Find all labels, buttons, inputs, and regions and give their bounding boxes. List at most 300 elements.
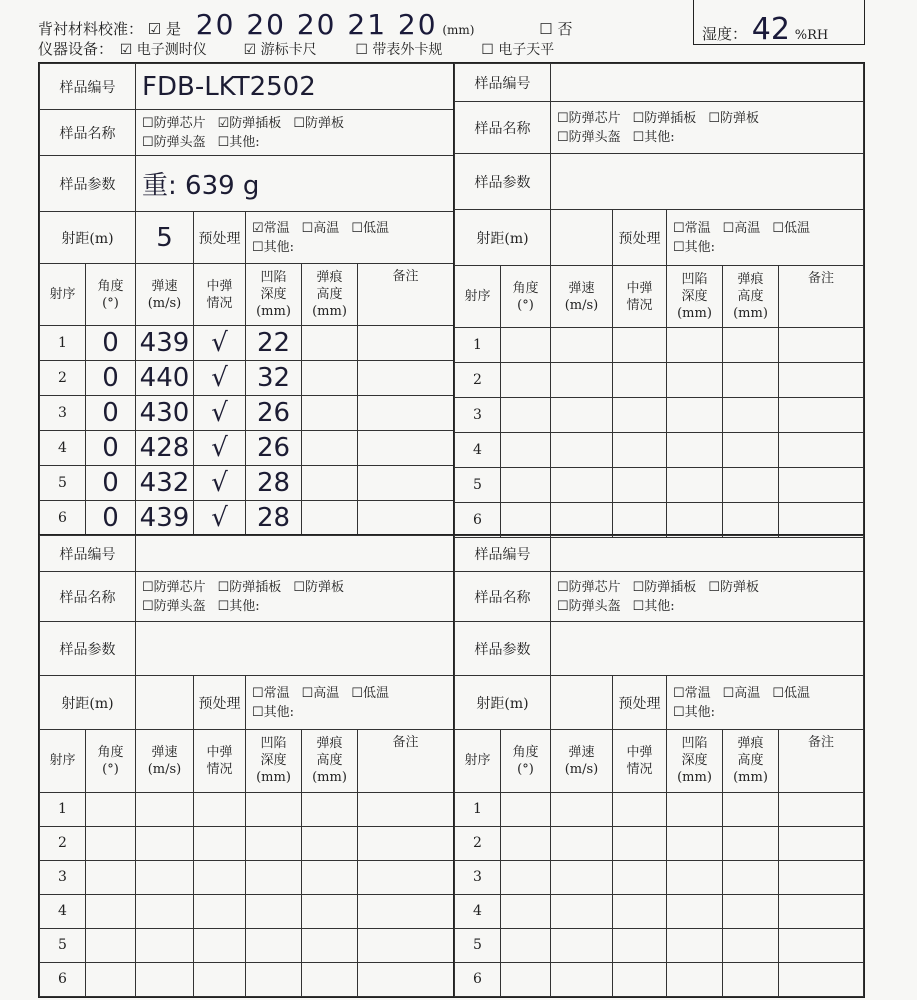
depth-cell[interactable]: 28 — [246, 501, 302, 536]
calibration-yes-checkbox[interactable]: ☑ 是 — [147, 20, 182, 38]
opt-helmet[interactable]: ☐防弹头盔 — [557, 129, 621, 145]
angle-cell[interactable] — [501, 894, 551, 928]
col-note: 备注 — [358, 730, 454, 792]
depth-cell[interactable] — [667, 792, 723, 826]
hit-cell[interactable] — [194, 860, 246, 894]
humidity-value: 42 — [751, 12, 790, 47]
opt-chip[interactable]: ☐防弹芯片 — [142, 115, 206, 131]
angle-cell[interactable] — [86, 792, 136, 826]
speed-cell[interactable] — [136, 826, 194, 860]
equip-gauge-checkbox[interactable]: ☐ 带表外卡规 — [355, 42, 443, 58]
height-cell[interactable] — [723, 363, 779, 398]
angle-cell[interactable] — [86, 860, 136, 894]
note-cell[interactable] — [358, 826, 454, 860]
angle-cell[interactable] — [501, 792, 551, 826]
hit-cell[interactable] — [613, 962, 667, 996]
hit-cell[interactable] — [613, 860, 667, 894]
depth-cell[interactable] — [667, 826, 723, 860]
height-cell[interactable] — [302, 501, 358, 536]
sample-params-value[interactable] — [551, 154, 864, 210]
sample-name-options — [136, 110, 454, 156]
depth-cell[interactable]: 22 — [246, 326, 302, 361]
col-seq: 射序 — [455, 730, 501, 792]
col-height: 弹痕 高度 (mm) — [723, 730, 779, 792]
col-angle: 角度 (°) — [501, 730, 551, 792]
col-height: 弹痕 高度 (mm) — [723, 266, 779, 328]
sample-name-label: 样品名称 — [455, 102, 551, 154]
opt-other-temp[interactable]: ☐其他: — [673, 239, 716, 255]
opt-chip[interactable]: ☐防弹芯片 — [557, 110, 621, 126]
hit-cell[interactable] — [613, 503, 667, 538]
note-cell[interactable] — [779, 894, 864, 928]
angle-cell[interactable] — [501, 328, 551, 363]
depth-cell[interactable] — [246, 860, 302, 894]
depth-cell[interactable] — [246, 792, 302, 826]
sample-params-value[interactable] — [136, 622, 454, 676]
opt-normal-temp[interactable]: ☐常温 — [673, 220, 711, 236]
height-cell[interactable] — [723, 503, 779, 538]
hit-cell[interactable] — [194, 962, 246, 996]
seq-cell: 5 — [455, 928, 501, 962]
table-row — [40, 501, 454, 536]
humidity-box — [693, 0, 865, 45]
table-row — [455, 860, 864, 894]
opt-insert[interactable]: ☐防弹插板 — [217, 579, 282, 595]
note-cell[interactable] — [358, 326, 454, 361]
depth-cell[interactable] — [667, 433, 723, 468]
angle-cell[interactable]: 0 — [86, 361, 136, 396]
sample-name-options — [136, 572, 454, 622]
angle-cell[interactable]: 0 — [86, 326, 136, 361]
panel-bottom-left — [38, 534, 455, 998]
angle-cell[interactable] — [501, 928, 551, 962]
hit-cell[interactable] — [613, 328, 667, 363]
speed-cell[interactable] — [551, 928, 613, 962]
height-cell[interactable] — [302, 361, 358, 396]
pretreat-label: 预处理 — [194, 676, 246, 730]
seq-cell: 3 — [40, 860, 86, 894]
opt-low-temp[interactable]: ☐低温 — [772, 685, 810, 701]
col-speed: 弹速 (m/s) — [136, 264, 194, 326]
opt-chip[interactable]: ☐防弹芯片 — [142, 579, 206, 595]
speed-cell[interactable]: 432 — [136, 466, 194, 501]
depth-cell[interactable] — [667, 398, 723, 433]
hit-cell[interactable] — [613, 433, 667, 468]
depth-cell[interactable] — [667, 894, 723, 928]
note-cell[interactable] — [779, 503, 864, 538]
opt-insert[interactable]: ☑防弹插板 — [217, 115, 282, 131]
sample-name-options — [551, 572, 864, 622]
hit-cell[interactable] — [613, 468, 667, 503]
note-cell[interactable] — [779, 468, 864, 503]
seq-cell: 6 — [40, 501, 86, 536]
col-seq: 射序 — [40, 264, 86, 326]
depth-cell[interactable]: 32 — [246, 361, 302, 396]
note-cell[interactable] — [358, 792, 454, 826]
sample-name-options — [551, 102, 864, 154]
range-value[interactable]: 5 — [136, 212, 194, 264]
speed-cell[interactable] — [551, 503, 613, 538]
height-cell[interactable] — [723, 928, 779, 962]
col-seq: 射序 — [455, 266, 501, 328]
note-cell[interactable] — [358, 466, 454, 501]
col-speed: 弹速 (m/s) — [551, 266, 613, 328]
col-angle: 角度 (°) — [86, 730, 136, 792]
speed-cell[interactable]: 439 — [136, 326, 194, 361]
opt-normal-temp[interactable]: ☐常温 — [252, 685, 290, 701]
hit-cell[interactable] — [194, 928, 246, 962]
height-cell[interactable] — [302, 396, 358, 431]
equip-balance-checkbox[interactable]: ☐ 电子天平 — [481, 42, 555, 58]
hit-cell[interactable]: √ — [194, 326, 246, 361]
table-row — [455, 503, 864, 538]
angle-cell[interactable]: 0 — [86, 431, 136, 466]
opt-high-temp[interactable]: ☐高温 — [301, 685, 340, 701]
opt-plate[interactable]: ☐防弹板 — [293, 579, 344, 595]
seq-cell: 4 — [455, 433, 501, 468]
speed-cell[interactable]: 428 — [136, 431, 194, 466]
col-speed: 弹速 (m/s) — [551, 730, 613, 792]
pretreat-options — [246, 212, 454, 264]
col-height: 弹痕 高度 (mm) — [302, 264, 358, 326]
height-cell[interactable] — [302, 894, 358, 928]
opt-other[interactable]: ☐其他: — [217, 134, 260, 150]
sample-params-label: 样品参数 — [455, 622, 551, 676]
pretreat-label: 预处理 — [613, 210, 667, 266]
angle-cell[interactable] — [501, 433, 551, 468]
range-label: 射距(m) — [455, 676, 551, 730]
note-cell[interactable] — [779, 363, 864, 398]
note-cell[interactable] — [779, 928, 864, 962]
opt-low-temp[interactable]: ☐低温 — [772, 220, 810, 236]
table-row — [455, 962, 864, 996]
seq-cell: 1 — [40, 792, 86, 826]
col-speed: 弹速 (m/s) — [136, 730, 194, 792]
opt-high-temp[interactable]: ☐高温 — [722, 685, 761, 701]
depth-cell[interactable]: 26 — [246, 396, 302, 431]
angle-cell[interactable] — [86, 962, 136, 996]
note-cell[interactable] — [358, 894, 454, 928]
opt-helmet[interactable]: ☐防弹头盔 — [142, 134, 206, 150]
depth-cell[interactable] — [667, 363, 723, 398]
equip-caliper-checkbox[interactable]: ☑ 游标卡尺 — [243, 42, 317, 58]
height-cell[interactable] — [302, 826, 358, 860]
pretreat-options — [667, 676, 864, 730]
opt-other-temp[interactable]: ☐其他: — [673, 704, 716, 720]
table-row — [40, 326, 454, 361]
sample-name-label: 样品名称 — [40, 110, 136, 156]
opt-low-temp[interactable]: ☐低温 — [351, 685, 389, 701]
height-cell[interactable] — [302, 326, 358, 361]
angle-cell[interactable] — [501, 503, 551, 538]
calibration-no-checkbox[interactable]: ☐ 否 — [539, 20, 573, 38]
speed-cell[interactable] — [551, 826, 613, 860]
range-value[interactable] — [136, 676, 194, 730]
hit-cell[interactable] — [613, 928, 667, 962]
hit-cell[interactable]: √ — [194, 466, 246, 501]
table-row — [455, 468, 864, 503]
col-hit: 中弹 情况 — [613, 730, 667, 792]
opt-plate[interactable]: ☐防弹板 — [708, 110, 759, 126]
angle-cell[interactable]: 0 — [86, 396, 136, 431]
height-cell[interactable] — [302, 928, 358, 962]
hit-cell[interactable]: √ — [194, 501, 246, 536]
table-row — [455, 826, 864, 860]
hit-cell[interactable] — [613, 826, 667, 860]
table-row — [40, 431, 454, 466]
note-cell[interactable] — [779, 433, 864, 468]
height-cell[interactable] — [302, 431, 358, 466]
opt-insert[interactable]: ☐防弹插板 — [632, 110, 697, 126]
note-cell[interactable] — [779, 398, 864, 433]
hit-cell[interactable] — [194, 792, 246, 826]
speed-cell[interactable] — [551, 792, 613, 826]
angle-cell[interactable] — [501, 962, 551, 996]
col-note: 备注 — [358, 264, 454, 326]
table-row — [40, 894, 454, 928]
seq-cell: 3 — [40, 396, 86, 431]
seq-cell: 4 — [40, 894, 86, 928]
angle-cell[interactable] — [86, 826, 136, 860]
height-cell[interactable] — [723, 860, 779, 894]
range-label: 射距(m) — [40, 676, 136, 730]
depth-cell[interactable] — [667, 468, 723, 503]
height-cell[interactable] — [723, 398, 779, 433]
depth-cell[interactable]: 28 — [246, 466, 302, 501]
height-cell[interactable] — [723, 433, 779, 468]
speed-cell[interactable] — [136, 928, 194, 962]
note-cell[interactable] — [779, 328, 864, 363]
note-cell[interactable] — [779, 792, 864, 826]
depth-cell[interactable] — [246, 894, 302, 928]
opt-normal-temp[interactable]: ☐常温 — [673, 685, 711, 701]
opt-high-temp[interactable]: ☐高温 — [722, 220, 761, 236]
opt-other[interactable]: ☐其他: — [632, 598, 675, 614]
sample-params-label: 样品参数 — [455, 154, 551, 210]
note-cell[interactable] — [779, 826, 864, 860]
sample-no-value[interactable] — [551, 64, 864, 102]
speed-cell[interactable] — [551, 328, 613, 363]
opt-other[interactable]: ☐其他: — [217, 598, 260, 614]
height-cell[interactable] — [302, 466, 358, 501]
table-row — [455, 792, 864, 826]
depth-cell[interactable] — [246, 962, 302, 996]
angle-cell[interactable] — [501, 398, 551, 433]
hit-cell[interactable] — [613, 363, 667, 398]
speed-cell[interactable]: 440 — [136, 361, 194, 396]
table-row — [455, 328, 864, 363]
speed-cell[interactable] — [551, 433, 613, 468]
angle-cell[interactable]: 0 — [86, 501, 136, 536]
speed-cell[interactable] — [136, 962, 194, 996]
hit-cell[interactable] — [194, 894, 246, 928]
speed-cell[interactable] — [136, 894, 194, 928]
sample-params-label: 样品参数 — [40, 156, 136, 212]
angle-cell[interactable] — [501, 363, 551, 398]
pretreat-options — [667, 210, 864, 266]
humidity-unit: %RH — [794, 28, 829, 43]
col-hit: 中弹 情况 — [613, 266, 667, 328]
seq-cell: 5 — [40, 928, 86, 962]
sample-no-value[interactable] — [551, 536, 864, 572]
seq-cell: 2 — [40, 826, 86, 860]
seq-cell: 1 — [455, 792, 501, 826]
height-cell[interactable] — [723, 826, 779, 860]
hit-cell[interactable]: √ — [194, 361, 246, 396]
opt-other[interactable]: ☐其他: — [632, 129, 675, 145]
height-cell[interactable] — [723, 468, 779, 503]
angle-cell[interactable] — [501, 860, 551, 894]
depth-cell[interactable] — [246, 826, 302, 860]
sample-params-value[interactable]: 重: 639 g — [136, 156, 454, 212]
table-row — [40, 860, 454, 894]
col-height: 弹痕 高度 (mm) — [302, 730, 358, 792]
depth-cell[interactable] — [246, 928, 302, 962]
note-cell[interactable] — [358, 962, 454, 996]
sample-no-label: 样品编号 — [40, 536, 136, 572]
sample-no-value[interactable]: FDB-LKT2502 — [136, 64, 454, 110]
table-row — [40, 466, 454, 501]
speed-cell[interactable] — [551, 468, 613, 503]
speed-cell[interactable] — [551, 398, 613, 433]
opt-helmet[interactable]: ☐防弹头盔 — [142, 598, 206, 614]
note-cell[interactable] — [779, 860, 864, 894]
opt-normal-temp[interactable]: ☑常温 — [252, 220, 290, 236]
opt-plate[interactable]: ☐防弹板 — [293, 115, 344, 131]
pretreat-options — [246, 676, 454, 730]
pretreat-label: 预处理 — [194, 212, 246, 264]
sample-name-label: 样品名称 — [455, 572, 551, 622]
speed-cell[interactable] — [551, 894, 613, 928]
depth-cell[interactable] — [667, 928, 723, 962]
panel-top-right — [453, 62, 865, 536]
opt-other-temp[interactable]: ☐其他: — [252, 704, 295, 720]
seq-cell: 1 — [455, 328, 501, 363]
calibration-values: 20 20 20 21 20 — [195, 8, 438, 41]
humidity-label: 湿度： — [702, 25, 748, 43]
sample-no-label: 样品编号 — [40, 64, 136, 110]
depth-cell[interactable] — [667, 860, 723, 894]
speed-cell[interactable] — [551, 363, 613, 398]
note-cell[interactable] — [358, 501, 454, 536]
sample-params-label: 样品参数 — [40, 622, 136, 676]
speed-cell[interactable] — [551, 962, 613, 996]
range-value[interactable] — [551, 210, 613, 266]
angle-cell[interactable] — [86, 894, 136, 928]
panel-top-left — [38, 62, 455, 536]
range-label: 射距(m) — [455, 210, 551, 266]
equip-timer-checkbox[interactable]: ☑ 电子测时仪 — [119, 42, 207, 58]
col-seq: 射序 — [40, 730, 86, 792]
hit-cell[interactable] — [613, 398, 667, 433]
col-angle: 角度 (°) — [86, 264, 136, 326]
speed-cell[interactable]: 439 — [136, 501, 194, 536]
height-cell[interactable] — [723, 962, 779, 996]
height-cell[interactable] — [302, 792, 358, 826]
col-depth: 凹陷 深度 (mm) — [667, 730, 723, 792]
col-depth: 凹陷 深度 (mm) — [246, 264, 302, 326]
speed-cell[interactable]: 430 — [136, 396, 194, 431]
range-value[interactable] — [551, 676, 613, 730]
hit-cell[interactable]: √ — [194, 396, 246, 431]
equipment-label: 仪器设备： — [38, 40, 114, 58]
opt-insert[interactable]: ☐防弹插板 — [632, 579, 697, 595]
sample-params-value[interactable] — [551, 622, 864, 676]
note-cell[interactable] — [358, 431, 454, 466]
note-cell[interactable] — [358, 928, 454, 962]
sample-no-value[interactable] — [136, 536, 454, 572]
col-hit: 中弹 情况 — [194, 730, 246, 792]
seq-cell: 3 — [455, 860, 501, 894]
col-angle: 角度 (°) — [501, 266, 551, 328]
height-cell[interactable] — [723, 894, 779, 928]
seq-cell: 6 — [455, 962, 501, 996]
hit-cell[interactable] — [194, 826, 246, 860]
speed-cell[interactable] — [551, 860, 613, 894]
angle-cell[interactable] — [86, 928, 136, 962]
table-row — [40, 396, 454, 431]
opt-chip[interactable]: ☐防弹芯片 — [557, 579, 621, 595]
hit-cell[interactable]: √ — [194, 431, 246, 466]
table-row — [455, 928, 864, 962]
depth-cell[interactable] — [667, 328, 723, 363]
col-hit: 中弹 情况 — [194, 264, 246, 326]
height-cell[interactable] — [723, 792, 779, 826]
seq-cell: 2 — [455, 826, 501, 860]
height-cell[interactable] — [302, 962, 358, 996]
note-cell[interactable] — [358, 860, 454, 894]
hit-cell[interactable] — [613, 894, 667, 928]
opt-low-temp[interactable]: ☐低温 — [351, 220, 389, 236]
table-row — [40, 361, 454, 396]
angle-cell[interactable]: 0 — [86, 466, 136, 501]
table-row — [455, 363, 864, 398]
pretreat-label: 预处理 — [613, 676, 667, 730]
note-cell[interactable] — [358, 361, 454, 396]
calibration-label: 背衬材料校准： — [38, 20, 144, 38]
table-row — [40, 962, 454, 996]
height-cell[interactable] — [302, 860, 358, 894]
opt-plate[interactable]: ☐防弹板 — [708, 579, 759, 595]
equipment-line — [38, 38, 554, 59]
col-depth: 凹陷 深度 (mm) — [667, 266, 723, 328]
table-row — [455, 894, 864, 928]
opt-other-temp[interactable]: ☐其他: — [252, 239, 295, 255]
seq-cell: 2 — [40, 361, 86, 396]
height-cell[interactable] — [723, 328, 779, 363]
sample-no-label: 样品编号 — [455, 536, 551, 572]
speed-cell[interactable] — [136, 860, 194, 894]
note-cell[interactable] — [358, 396, 454, 431]
seq-cell: 5 — [40, 466, 86, 501]
speed-cell[interactable] — [136, 792, 194, 826]
opt-helmet[interactable]: ☐防弹头盔 — [557, 598, 621, 614]
hit-cell[interactable] — [613, 792, 667, 826]
note-cell[interactable] — [779, 962, 864, 996]
depth-cell[interactable] — [667, 962, 723, 996]
opt-high-temp[interactable]: ☐高温 — [301, 220, 340, 236]
seq-cell: 6 — [40, 962, 86, 996]
col-note: 备注 — [779, 266, 864, 328]
depth-cell[interactable]: 26 — [246, 431, 302, 466]
depth-cell[interactable] — [667, 503, 723, 538]
angle-cell[interactable] — [501, 468, 551, 503]
sample-name-label: 样品名称 — [40, 572, 136, 622]
seq-cell: 3 — [455, 398, 501, 433]
col-depth: 凹陷 深度 (mm) — [246, 730, 302, 792]
calibration-line — [38, 8, 572, 41]
angle-cell[interactable] — [501, 826, 551, 860]
